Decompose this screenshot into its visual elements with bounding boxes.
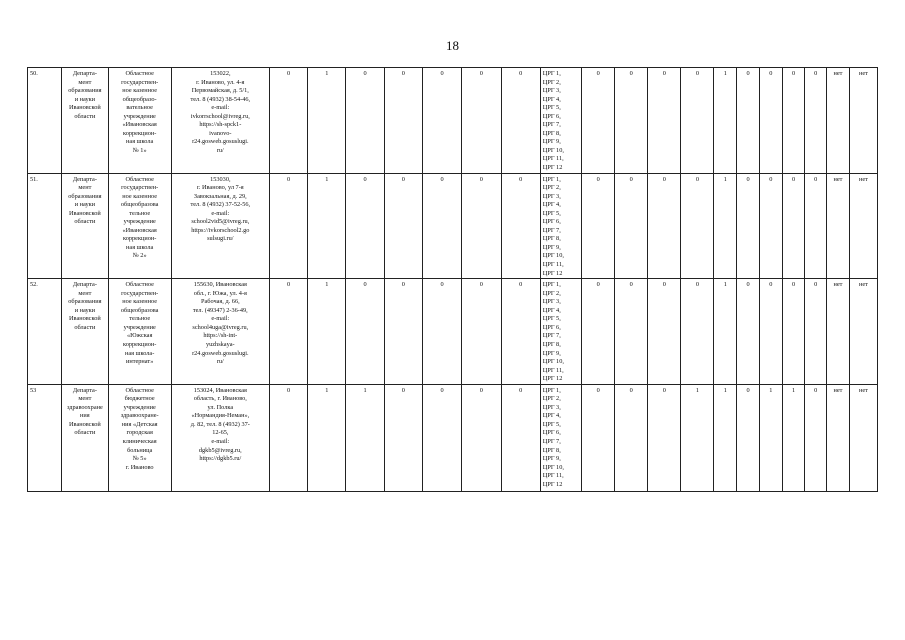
codes-cell-line: ЦРГ 6, xyxy=(542,112,561,120)
institution-cell-line: ная школа- xyxy=(125,349,155,357)
codes-cell-line: ЦРГ 9, xyxy=(542,243,561,251)
department-cell-line: образования xyxy=(68,192,102,200)
value-cell: 0 xyxy=(269,384,307,491)
value-cell: 0 xyxy=(422,279,461,385)
department-cell-line: и науки xyxy=(74,306,96,314)
contacts-cell-line: 153022, xyxy=(210,70,231,77)
value-cell: 0 xyxy=(346,279,384,385)
contacts-cell xyxy=(171,279,269,385)
contacts-cell-line: https://sh-int- xyxy=(203,332,238,340)
codes-cell-line: ЦРГ 6, xyxy=(542,323,561,331)
institution-cell-line: «Южская xyxy=(126,332,153,340)
institution-cell-line: г. Иваново xyxy=(125,463,154,471)
contacts-cell xyxy=(171,173,269,279)
codes-cell-line: ЦРГ 12 xyxy=(542,269,563,277)
value-cell: 0 xyxy=(462,384,501,491)
value-cell: 0 xyxy=(737,173,760,279)
codes-cell-line: ЦРГ 6, xyxy=(542,218,561,226)
department-cell-line: Департа- xyxy=(72,70,97,77)
codes-cell-line: ЦРГ 9, xyxy=(542,455,561,463)
contacts-cell-line: dgkb5@ivreg.ru, xyxy=(198,446,242,454)
institution-cell-line: общеобразова xyxy=(120,201,159,209)
flag-cell: нет xyxy=(827,173,850,279)
institution-cell xyxy=(108,173,171,279)
contacts-cell xyxy=(171,384,269,491)
codes-cell-line: ЦРГ 2, xyxy=(542,184,561,192)
value-cell: 0 xyxy=(462,68,501,174)
institution-cell-line: № 2» xyxy=(132,252,147,260)
institution-cell-line: Областное xyxy=(125,386,154,394)
codes-cell-line: ЦРГ 10, xyxy=(542,358,564,366)
institution-cell-line: ное казенное xyxy=(122,298,158,306)
department-cell-line: Департа- xyxy=(72,386,97,394)
institution-cell-line: № 5» xyxy=(132,455,147,463)
department-cell-line: Ивановской xyxy=(69,209,101,217)
value-cell: 0 xyxy=(782,68,805,174)
contacts-cell-line: https://dgkb5.ru/ xyxy=(199,455,242,463)
contacts-cell-line: r24.gosweb.gosuslugi. xyxy=(192,349,249,357)
value-cell: 1 xyxy=(782,384,805,491)
codes-cell-line: ЦРГ 7, xyxy=(542,226,561,234)
codes-cell-line: ЦРГ 6, xyxy=(542,429,561,437)
row-number-cell: 50. xyxy=(28,68,62,174)
institution-cell-line: больница xyxy=(127,446,153,454)
codes-cell xyxy=(540,384,581,491)
row-number-cell: 52. xyxy=(28,279,62,385)
department-cell xyxy=(62,384,109,491)
institution-cell-line: № 1» xyxy=(132,146,147,154)
value-cell: 0 xyxy=(648,384,681,491)
contacts-cell-line: yuzhskaya- xyxy=(205,340,235,348)
flag-cell: нет xyxy=(827,279,850,385)
institution-cell-line: коррекцион- xyxy=(122,340,157,348)
value-cell: 0 xyxy=(422,384,461,491)
value-cell: 0 xyxy=(501,384,540,491)
codes-cell-line: ЦРГ 2, xyxy=(542,395,561,403)
department-cell-line: Ивановской xyxy=(69,104,101,112)
contacts-cell-line: https://sh-spck1- xyxy=(199,121,242,129)
contacts-cell-line: e-mail: xyxy=(211,437,230,445)
contacts-cell-line: тел. 8 (4932) 37-52-56, xyxy=(190,201,251,209)
institution-cell xyxy=(108,279,171,385)
value-cell: 0 xyxy=(462,279,501,385)
department-cell-line: мент xyxy=(78,395,92,403)
institution-cell-line: коррекцион- xyxy=(122,129,157,137)
value-cell: 0 xyxy=(384,68,422,174)
codes-cell-line: ЦРГ 11, xyxy=(542,261,564,269)
value-cell: 1 xyxy=(714,384,737,491)
row-number-cell: 51. xyxy=(28,173,62,279)
codes-cell-line: ЦРГ 9, xyxy=(542,349,561,357)
value-cell: 0 xyxy=(681,68,714,174)
institution-cell-line: учреждение xyxy=(123,403,156,411)
value-cell: 0 xyxy=(681,173,714,279)
institution-cell-line: Областное xyxy=(125,281,154,289)
codes-cell-line: ЦРГ 7, xyxy=(542,332,561,340)
contacts-cell xyxy=(171,68,269,174)
department-cell-line: мент xyxy=(78,78,92,86)
institution-cell-line: государствен- xyxy=(121,78,159,86)
contacts-cell-line: г. Иваново, ул. 4-я xyxy=(196,78,245,86)
contacts-cell-line: 153024, Ивановская xyxy=(193,386,247,394)
codes-cell-line: ЦРГ 5, xyxy=(542,420,561,428)
codes-cell-line: ЦРГ 5, xyxy=(542,104,561,112)
institution-cell xyxy=(108,68,171,174)
institution-cell-line: тельное xyxy=(129,315,151,323)
registry-table xyxy=(27,67,878,492)
institution-cell-line: тельное xyxy=(129,209,151,217)
department-cell-line: здравоохране xyxy=(66,403,103,411)
institution-cell-line: ная школа xyxy=(126,138,154,146)
codes-cell-line: ЦРГ 11, xyxy=(542,472,564,480)
codes-cell-line: ЦРГ 1, xyxy=(542,281,561,289)
contacts-cell-line: ru/ xyxy=(216,358,224,366)
department-cell-line: ния xyxy=(80,412,90,420)
value-cell: 0 xyxy=(759,68,782,174)
value-cell: 0 xyxy=(782,279,805,385)
codes-cell-line: ЦРГ 9, xyxy=(542,138,561,146)
codes-cell-line: ЦРГ 11, xyxy=(542,155,564,163)
contacts-cell-line: sulsugi.ru/ xyxy=(207,235,234,243)
value-cell: 0 xyxy=(346,173,384,279)
value-cell: 0 xyxy=(648,173,681,279)
institution-cell-line: учреждение xyxy=(123,323,156,331)
contacts-cell-line: e-mail: xyxy=(211,315,230,323)
department-cell-line: образования xyxy=(68,298,102,306)
institution-cell-line: клиническая xyxy=(122,437,157,445)
contacts-cell-line: 155630, Ивановская xyxy=(193,281,247,289)
codes-cell-line: ЦРГ 1, xyxy=(542,386,561,394)
codes-cell-line: ЦРГ 7, xyxy=(542,121,561,129)
value-cell: 0 xyxy=(805,68,827,174)
value-cell: 0 xyxy=(759,279,782,385)
value-cell: 0 xyxy=(805,279,827,385)
department-cell-line: мент xyxy=(78,289,92,297)
value-cell: 0 xyxy=(384,173,422,279)
flag-cell: нет xyxy=(849,279,877,385)
institution-cell-line: ная школа xyxy=(126,243,154,251)
codes-cell-line: ЦРГ 3, xyxy=(542,87,561,95)
institution-cell xyxy=(108,384,171,491)
contacts-cell-line: тел. (49347) 2-36-49, xyxy=(192,306,248,314)
institution-cell-line: общеобразова xyxy=(120,306,159,314)
codes-cell xyxy=(540,68,581,174)
department-cell-line: и науки xyxy=(74,95,96,103)
department-cell-line: Ивановской xyxy=(69,420,101,428)
flag-cell: нет xyxy=(827,68,850,174)
department-cell-line: мент xyxy=(78,184,92,192)
contacts-cell-line: Завокзальная, д. 29, xyxy=(193,192,247,200)
flag-cell: нет xyxy=(849,68,877,174)
contacts-cell-line: Первомайская, д. 5/1, xyxy=(191,87,249,95)
value-cell: 0 xyxy=(346,68,384,174)
table-row xyxy=(28,384,878,491)
value-cell: 0 xyxy=(805,384,827,491)
institution-cell-line: учреждение xyxy=(123,218,156,226)
value-cell: 0 xyxy=(782,173,805,279)
row-number-cell: 53 xyxy=(28,384,62,491)
contacts-cell-line: ivkorrschool@ivreg.ru, xyxy=(190,112,250,120)
contacts-cell-line: область, г. Иваново, xyxy=(193,395,247,403)
value-cell: 1 xyxy=(308,384,346,491)
department-cell-line: области xyxy=(74,218,96,226)
codes-cell-line: ЦРГ 10, xyxy=(542,463,564,471)
department-cell-line: Департа- xyxy=(72,281,97,289)
institution-cell-line: городская xyxy=(126,429,153,437)
institution-cell-line: государствен- xyxy=(121,184,159,192)
value-cell: 0 xyxy=(582,173,615,279)
codes-cell-line: ЦРГ 3, xyxy=(542,403,561,411)
value-cell: 0 xyxy=(462,173,501,279)
department-cell xyxy=(62,173,109,279)
institution-cell-line: «Ивановская xyxy=(122,121,157,129)
value-cell: 0 xyxy=(648,279,681,385)
contacts-cell-line: «Нормандия-Неман», xyxy=(191,412,250,420)
codes-cell-line: ЦРГ 7, xyxy=(542,437,561,445)
codes-cell-line: ЦРГ 3, xyxy=(542,192,561,200)
institution-cell-line: интернат» xyxy=(126,358,154,366)
value-cell: 0 xyxy=(615,173,648,279)
institution-cell-line: вательное xyxy=(126,104,153,112)
value-cell: 1 xyxy=(714,173,737,279)
codes-cell-line: ЦРГ 8, xyxy=(542,235,561,243)
codes-cell-line: ЦРГ 5, xyxy=(542,315,561,323)
flag-cell: нет xyxy=(849,173,877,279)
value-cell: 1 xyxy=(308,68,346,174)
table-row xyxy=(28,279,878,385)
department-cell-line: Департа- xyxy=(72,175,97,183)
department-cell-line: области xyxy=(74,112,96,120)
value-cell: 0 xyxy=(615,68,648,174)
value-cell: 0 xyxy=(582,68,615,174)
codes-cell-line: ЦРГ 8, xyxy=(542,129,561,137)
contacts-cell-line: 12-65, xyxy=(212,429,229,437)
value-cell: 0 xyxy=(681,279,714,385)
table-row xyxy=(28,68,878,174)
value-cell: 0 xyxy=(501,68,540,174)
value-cell: 0 xyxy=(384,279,422,385)
value-cell: 0 xyxy=(384,384,422,491)
codes-cell-line: ЦРГ 4, xyxy=(542,95,561,103)
codes-cell-line: ЦРГ 2, xyxy=(542,78,561,86)
value-cell: 0 xyxy=(501,173,540,279)
codes-cell-line: ЦРГ 10, xyxy=(542,252,564,260)
codes-cell-line: ЦРГ 10, xyxy=(542,146,564,154)
value-cell: 1 xyxy=(759,384,782,491)
contacts-cell-line: e-mail: xyxy=(211,209,230,217)
contacts-cell-line: school2vid5@ivreg.ru, xyxy=(191,218,250,226)
contacts-cell-line: г. Иваново, ул 7-я xyxy=(196,184,244,192)
contacts-cell-line: r24.gosweb.gosuslugi. xyxy=(192,138,249,146)
institution-cell-line: «Ивановская xyxy=(122,226,157,234)
codes-cell-line: ЦРГ 11, xyxy=(542,366,564,374)
codes-cell-line: ЦРГ 3, xyxy=(542,298,561,306)
value-cell: 1 xyxy=(714,279,737,385)
value-cell: 0 xyxy=(582,279,615,385)
value-cell: 0 xyxy=(759,173,782,279)
contacts-cell-line: ivanovo- xyxy=(209,129,232,137)
contacts-cell-line: ул. Полка xyxy=(207,403,234,411)
value-cell: 0 xyxy=(615,384,648,491)
department-cell xyxy=(62,68,109,174)
value-cell: 0 xyxy=(501,279,540,385)
value-cell: 1 xyxy=(681,384,714,491)
codes-cell-line: ЦРГ 12 xyxy=(542,164,563,172)
contacts-cell-line: 153030, xyxy=(210,175,231,183)
codes-cell-line: ЦРГ 8, xyxy=(542,340,561,348)
institution-cell-line: здравоохране- xyxy=(120,412,159,420)
institution-cell-line: ния «Детская xyxy=(121,420,158,428)
value-cell: 0 xyxy=(269,173,307,279)
department-cell-line: области xyxy=(74,323,96,331)
value-cell: 0 xyxy=(737,68,760,174)
value-cell: 0 xyxy=(422,173,461,279)
value-cell: 1 xyxy=(308,279,346,385)
value-cell: 0 xyxy=(615,279,648,385)
institution-cell-line: учреждение xyxy=(123,112,156,120)
codes-cell-line: ЦРГ 4, xyxy=(542,412,561,420)
institution-cell-line: государствен- xyxy=(121,289,159,297)
institution-cell-line: Областное xyxy=(125,70,154,77)
department-cell-line: и науки xyxy=(74,201,96,209)
value-cell: 0 xyxy=(805,173,827,279)
institution-cell-line: коррекцион- xyxy=(122,235,157,243)
codes-cell-line: ЦРГ 1, xyxy=(542,175,561,183)
codes-cell-line: ЦРГ 2, xyxy=(542,289,561,297)
value-cell: 0 xyxy=(269,68,307,174)
codes-cell-line: ЦРГ 12 xyxy=(542,375,563,383)
codes-cell-line: ЦРГ 5, xyxy=(542,209,561,217)
institution-cell-line: бюджетное xyxy=(124,395,155,403)
codes-cell-line: ЦРГ 4, xyxy=(542,201,561,209)
contacts-cell-line: e-mail: xyxy=(211,104,230,112)
value-cell: 0 xyxy=(737,384,760,491)
institution-cell-line: Областное xyxy=(125,175,154,183)
institution-cell-line: общеобразо- xyxy=(122,95,157,103)
institution-cell-line: ное казенное xyxy=(122,87,158,95)
value-cell: 0 xyxy=(269,279,307,385)
value-cell: 1 xyxy=(346,384,384,491)
codes-cell-line: ЦРГ 1, xyxy=(542,70,561,77)
value-cell: 0 xyxy=(582,384,615,491)
contacts-cell-line: Рабочая, д. 66, xyxy=(200,298,240,306)
flag-cell: нет xyxy=(849,384,877,491)
value-cell: 0 xyxy=(648,68,681,174)
department-cell-line: области xyxy=(74,429,96,437)
codes-cell-line: ЦРГ 8, xyxy=(542,446,561,454)
contacts-cell-line: https://ivkorschool2.go xyxy=(191,226,250,234)
contacts-cell-line: обл., г. Южа, ул. 4-я xyxy=(193,289,247,297)
value-cell: 0 xyxy=(737,279,760,385)
department-cell-line: Ивановской xyxy=(69,315,101,323)
value-cell: 1 xyxy=(308,173,346,279)
value-cell: 0 xyxy=(422,68,461,174)
flag-cell: нет xyxy=(827,384,850,491)
codes-cell-line: ЦРГ 4, xyxy=(542,306,561,314)
department-cell xyxy=(62,279,109,385)
page-number: 18 xyxy=(446,38,459,53)
institution-cell-line: ное казенное xyxy=(122,192,158,200)
codes-cell xyxy=(540,173,581,279)
contacts-cell-line: д. 82, тел. 8 (4932) 37- xyxy=(190,420,250,428)
codes-cell-line: ЦРГ 12 xyxy=(542,480,563,488)
table-row xyxy=(28,173,878,279)
contacts-cell-line: ru/ xyxy=(216,146,224,154)
contacts-cell-line: тел. 8 (4932) 38-54-46, xyxy=(190,95,251,103)
department-cell-line: образования xyxy=(68,87,102,95)
contacts-cell-line: school4uga@ivreg.ru, xyxy=(192,323,249,331)
codes-cell xyxy=(540,279,581,385)
value-cell: 1 xyxy=(714,68,737,174)
